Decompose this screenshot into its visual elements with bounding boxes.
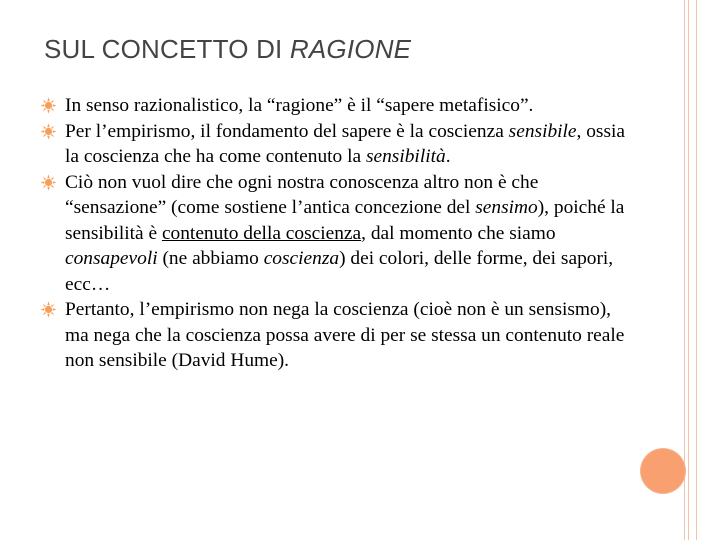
bullet-text: , ossia la coscienza che ha come contenuto la	[65, 120, 626, 167]
bullet-text: Pertanto, l’empirismo non nega la coscienza (cioè non è un sensismo), ma nega che la coscienza possa avere di per se stessa un contenuto reale non sensibile (David Hume).	[65, 299, 625, 371]
title-main: SUL CONCETTO DI	[44, 34, 290, 64]
bullet-text: .	[445, 146, 451, 167]
sun-icon	[40, 301, 57, 318]
bullet-text: Per l’empirismo, il fondamento del sapere è la coscienza	[65, 120, 509, 142]
bullet-text: In senso razionalistico, la “ragione” è il “sapere metafisico”.	[65, 95, 534, 116]
bullet-item-1	[40, 93, 630, 119]
decorative-line	[684, 0, 685, 540]
italic-term: consapevoli	[65, 248, 158, 269]
bullet-item-4	[40, 297, 630, 374]
slide-title	[44, 34, 411, 65]
bullet-text: ), poiché la sensibilità è	[65, 197, 625, 244]
bullet-text: , dal momento che siamo	[361, 222, 556, 244]
italic-term: sensimo	[475, 197, 538, 218]
decorative-line	[696, 0, 697, 540]
bullet-list	[40, 93, 630, 374]
bullet-text: ) dei colori, delle forme, dei sapori, ecc…	[65, 248, 614, 295]
italic-term: coscienza	[263, 248, 340, 269]
bullet-text: Ciò non vuol dire che ogni nostra conoscenza altro non è che “sensazione” (come sostiene l’antica concezione del	[65, 171, 539, 218]
sun-icon	[40, 97, 57, 114]
bullet-item-3	[40, 170, 630, 298]
underlined-term: contenuto della coscienza	[161, 222, 362, 244]
bullet-text: (ne abbiamo	[157, 248, 264, 269]
decorative-line	[688, 0, 689, 540]
italic-term: sensibile	[508, 120, 577, 142]
sun-icon	[40, 123, 57, 140]
bullet-item-2	[40, 119, 630, 170]
decorative-circle	[641, 449, 685, 493]
title-italic: RAGIONE	[289, 34, 412, 64]
sun-icon	[40, 174, 57, 191]
italic-term: sensibilità	[365, 146, 446, 167]
